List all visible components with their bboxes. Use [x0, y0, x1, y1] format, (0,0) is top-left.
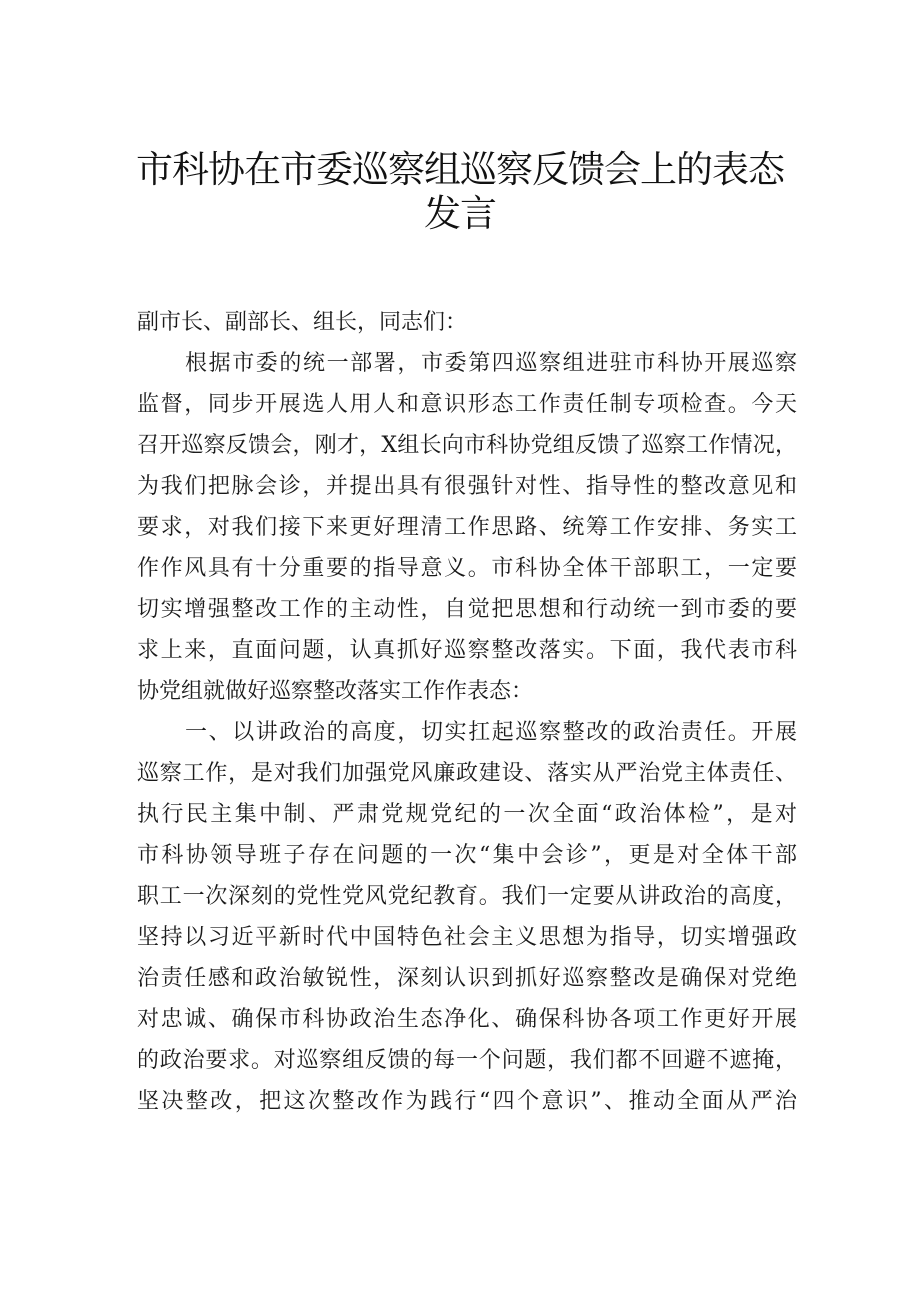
- paragraph-line: 作作风具有十分重要的指导意义。市科协全体干部职工，一定要: [137, 556, 797, 581]
- paragraph-line: 协党组就做好巡察整改落实工作作表态：: [137, 679, 534, 704]
- paragraph-line: 市科协领导班子存在问题的一次“集中会诊”，更是对全体干部: [137, 843, 797, 868]
- paragraph-line: 求上来，直面问题，认真抓好巡察整改落实。下面，我代表市科: [137, 638, 797, 663]
- paragraph-line: 召开巡察反馈会，刚才，X组长向市科协党组反馈了巡察工作情况，: [137, 433, 797, 458]
- paragraph-line: 根据市委的统一部署，市委第四巡察组进驻市科协开展巡察: [185, 351, 797, 376]
- paragraph-line: 对忠诚、确保市科协政治生态净化、确保科协各项工作更好开展: [137, 1007, 797, 1032]
- paragraph-line: 坚持以习近平新时代中国特色社会主义思想为指导，切实增强政: [137, 925, 797, 950]
- paragraph-line: 切实增强整改工作的主动性，自觉把思想和行动统一到市委的要: [137, 597, 797, 622]
- paragraph-line: 的政治要求。对巡察组反馈的每一个问题，我们都不回避不遮掩，: [137, 1048, 797, 1073]
- document-title-line-2: 发言: [424, 192, 496, 235]
- paragraph-line: 坚决整改，把这次整改作为践行“四个意识”、推动全面从严治: [137, 1089, 797, 1114]
- salutation: 副市长、副部长、组长，同志们：: [137, 310, 468, 335]
- document-title-line-1: 市科协在市委巡察组巡察反馈会上的表态: [136, 148, 784, 191]
- paragraph-line: 为我们把脉会诊，并提出具有很强针对性、指导性的整改意见和: [137, 474, 797, 499]
- paragraph-line: 监督，同步开展选人用人和意识形态工作责任制专项检查。今天: [137, 392, 797, 417]
- paragraph-line: 巡察工作，是对我们加强党风廉政建设、落实从严治党主体责任、: [137, 761, 797, 786]
- paragraph-line: 职工一次深刻的党性党风党纪教育。我们一定要从讲政治的高度，: [137, 884, 797, 909]
- paragraph-line: 要求，对我们接下来更好理清工作思路、统筹工作安排、务实工: [137, 515, 797, 540]
- paragraph-line: 一、以讲政治的高度，切实扛起巡察整改的政治责任。开展: [185, 720, 797, 745]
- paragraph-line: 执行民主集中制、严肃党规党纪的一次全面“政治体检”，是对: [137, 802, 797, 827]
- paragraph-line: 治责任感和政治敏锐性，深刻认识到抓好巡察整改是确保对党绝: [137, 966, 797, 991]
